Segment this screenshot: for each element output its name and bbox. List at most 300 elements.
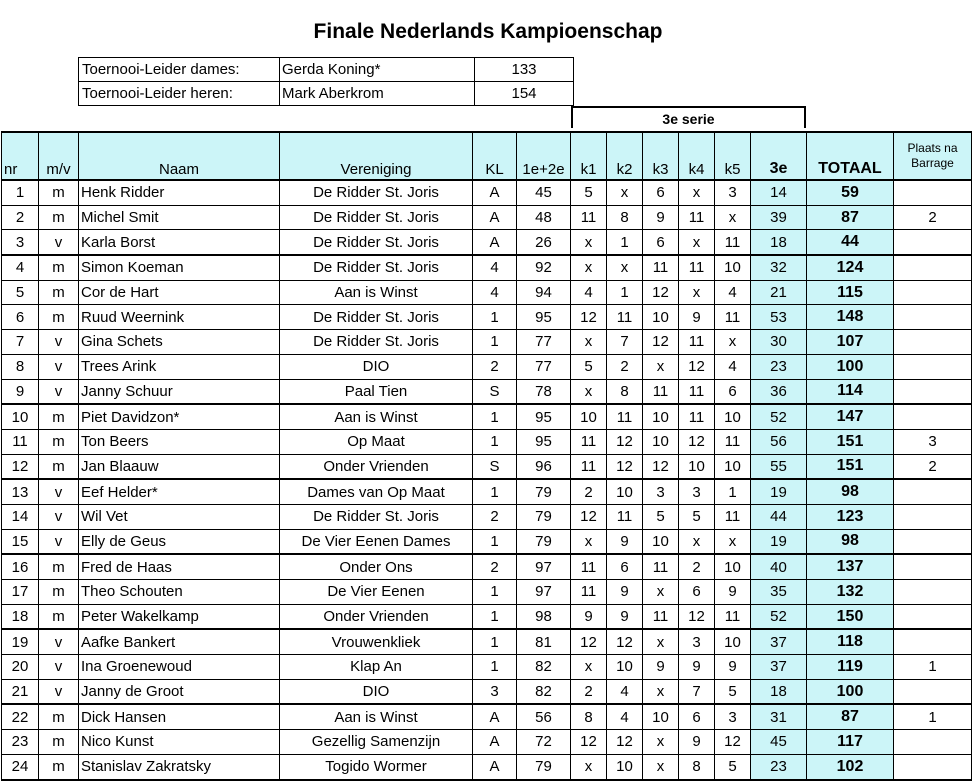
cell-totaal: 100 [807, 679, 894, 704]
cell-naam: Wil Vet [79, 504, 280, 529]
cell-k2: x [607, 180, 643, 205]
cell-kl: A [473, 205, 517, 230]
cell-3e: 53 [751, 305, 807, 330]
cell-k2: 6 [607, 554, 643, 579]
cell-k1: 11 [571, 554, 607, 579]
cell-1e2e: 79 [517, 479, 571, 504]
cell-naam: Aafke Bankert [79, 629, 280, 654]
cell-k5: 10 [715, 554, 751, 579]
cell-k1: 4 [571, 280, 607, 305]
table-row [2, 504, 972, 529]
cell-naam: Theo Schouten [79, 580, 280, 605]
cell-barrage [894, 604, 972, 629]
cell-k3: 6 [643, 230, 679, 255]
cell-barrage: 2 [894, 454, 972, 479]
cell-1e2e: 77 [517, 354, 571, 379]
cell-k2: 12 [607, 429, 643, 454]
cell-barrage [894, 479, 972, 504]
cell-nr: 16 [2, 554, 39, 579]
cell-nr: 10 [2, 404, 39, 429]
cell-k4: 12 [679, 354, 715, 379]
cell-vereniging: Togido Wormer [280, 754, 473, 779]
cell-nr: 13 [2, 479, 39, 504]
cell-k4: 6 [679, 580, 715, 605]
cell-totaal: 150 [807, 604, 894, 629]
cell-barrage [894, 379, 972, 404]
cell-kl: 1 [473, 429, 517, 454]
cell-k5: 11 [715, 305, 751, 330]
cell-mv: v [39, 379, 79, 404]
cell-k2: 7 [607, 330, 643, 355]
cell-nr: 21 [2, 679, 39, 704]
cell-totaal: 98 [807, 529, 894, 554]
cell-3e: 52 [751, 604, 807, 629]
cell-k5: 10 [715, 629, 751, 654]
cell-k5: 6 [715, 379, 751, 404]
cell-barrage [894, 305, 972, 330]
cell-3e: 14 [751, 180, 807, 205]
cell-barrage [894, 255, 972, 280]
cell-barrage [894, 529, 972, 554]
cell-kl: 4 [473, 280, 517, 305]
cell-3e: 40 [751, 554, 807, 579]
cell-k1: 11 [571, 429, 607, 454]
cell-1e2e: 79 [517, 754, 571, 779]
cell-1e2e: 92 [517, 255, 571, 280]
cell-k5: 11 [715, 429, 751, 454]
cell-3e: 23 [751, 754, 807, 779]
cell-k1: 11 [571, 580, 607, 605]
cell-nr: 22 [2, 704, 39, 729]
cell-k5: x [715, 529, 751, 554]
table-row [2, 379, 972, 404]
leader-name: Gerda Koning* [280, 58, 475, 82]
col-header-barrage: Plaats na Barrage [894, 132, 972, 180]
table-row [2, 679, 972, 704]
cell-1e2e: 94 [517, 280, 571, 305]
cell-k1: x [571, 255, 607, 280]
cell-1e2e: 77 [517, 330, 571, 355]
cell-barrage [894, 504, 972, 529]
cell-k5: 12 [715, 730, 751, 755]
cell-vereniging: Onder Vrienden [280, 454, 473, 479]
cell-naam: Elly de Geus [79, 529, 280, 554]
leader-label: Toernooi-Leider dames: [79, 58, 280, 82]
cell-naam: Piet Davidzon* [79, 404, 280, 429]
table-row [2, 205, 972, 230]
cell-kl: 1 [473, 404, 517, 429]
cell-totaal: 137 [807, 554, 894, 579]
cell-k2: 10 [607, 479, 643, 504]
cell-mv: m [39, 454, 79, 479]
cell-k1: x [571, 379, 607, 404]
cell-kl: A [473, 704, 517, 729]
cell-k2: 12 [607, 629, 643, 654]
cell-k3: 5 [643, 504, 679, 529]
cell-k1: 5 [571, 180, 607, 205]
cell-k2: 9 [607, 580, 643, 605]
cell-kl: S [473, 379, 517, 404]
cell-vereniging: Paal Tien [280, 379, 473, 404]
cell-1e2e: 78 [517, 379, 571, 404]
cell-k2: 8 [607, 205, 643, 230]
cell-totaal: 107 [807, 330, 894, 355]
cell-k3: x [643, 354, 679, 379]
cell-nr: 8 [2, 354, 39, 379]
cell-barrage [894, 330, 972, 355]
cell-totaal: 115 [807, 280, 894, 305]
cell-k1: 5 [571, 354, 607, 379]
cell-k4: 11 [679, 330, 715, 355]
cell-1e2e: 95 [517, 305, 571, 330]
col-header-k5: k5 [715, 132, 751, 180]
table-row [2, 754, 972, 779]
cell-vereniging: De Ridder St. Joris [280, 205, 473, 230]
cell-kl: 1 [473, 330, 517, 355]
cell-1e2e: 72 [517, 730, 571, 755]
cell-totaal: 102 [807, 754, 894, 779]
cell-k4: 11 [679, 379, 715, 404]
cell-mv: m [39, 704, 79, 729]
cell-k4: 5 [679, 504, 715, 529]
cell-k5: 3 [715, 180, 751, 205]
cell-3e: 18 [751, 230, 807, 255]
cell-naam: Janny de Groot [79, 679, 280, 704]
cell-k4: 11 [679, 255, 715, 280]
cell-nr: 6 [2, 305, 39, 330]
cell-k3: 11 [643, 554, 679, 579]
cell-k3: 6 [643, 180, 679, 205]
cell-1e2e: 81 [517, 629, 571, 654]
cell-k1: x [571, 529, 607, 554]
cell-k2: 10 [607, 754, 643, 779]
cell-mv: v [39, 529, 79, 554]
cell-mv: m [39, 604, 79, 629]
cell-vereniging: Op Maat [280, 429, 473, 454]
cell-k5: 10 [715, 404, 751, 429]
cell-k2: 8 [607, 379, 643, 404]
cell-k1: 11 [571, 205, 607, 230]
cell-k4: 6 [679, 704, 715, 729]
cell-k4: 8 [679, 754, 715, 779]
cell-naam: Nico Kunst [79, 730, 280, 755]
cell-3e: 37 [751, 655, 807, 680]
table-row [2, 604, 972, 629]
cell-nr: 14 [2, 504, 39, 529]
serie-header: 3e serie [571, 106, 806, 128]
cell-k1: 12 [571, 730, 607, 755]
col-header-k3: k3 [643, 132, 679, 180]
col-header-totaal: TOTAAL [807, 132, 894, 180]
cell-totaal: 132 [807, 580, 894, 605]
cell-mv: m [39, 730, 79, 755]
cell-mv: m [39, 180, 79, 205]
cell-naam: Jan Blaauw [79, 454, 280, 479]
cell-k4: 9 [679, 655, 715, 680]
cell-barrage [894, 230, 972, 255]
cell-vereniging: Aan is Winst [280, 704, 473, 729]
cell-mv: m [39, 255, 79, 280]
cell-k3: 10 [643, 429, 679, 454]
cell-naam: Eef Helder* [79, 479, 280, 504]
cell-totaal: 119 [807, 655, 894, 680]
cell-vereniging: Dames van Op Maat [280, 479, 473, 504]
cell-kl: A [473, 730, 517, 755]
cell-k5: x [715, 330, 751, 355]
table-row [2, 429, 972, 454]
cell-naam: Peter Wakelkamp [79, 604, 280, 629]
cell-totaal: 118 [807, 629, 894, 654]
cell-naam: Ina Groenewoud [79, 655, 280, 680]
cell-k4: 10 [679, 454, 715, 479]
cell-totaal: 148 [807, 305, 894, 330]
cell-k1: 12 [571, 305, 607, 330]
tournament-leaders-table [78, 57, 574, 106]
leader-name: Mark Aberkrom [280, 82, 475, 106]
cell-1e2e: 45 [517, 180, 571, 205]
cell-vereniging: Aan is Winst [280, 404, 473, 429]
cell-k4: 11 [679, 404, 715, 429]
cell-k3: 10 [643, 529, 679, 554]
cell-k1: 9 [571, 604, 607, 629]
cell-3e: 55 [751, 454, 807, 479]
cell-naam: Michel Smit [79, 205, 280, 230]
cell-1e2e: 56 [517, 704, 571, 729]
cell-mv: v [39, 629, 79, 654]
cell-k2: 9 [607, 529, 643, 554]
cell-vereniging: De Ridder St. Joris [280, 180, 473, 205]
cell-k5: 5 [715, 754, 751, 779]
cell-k2: 2 [607, 354, 643, 379]
cell-mv: v [39, 504, 79, 529]
cell-barrage [894, 730, 972, 755]
cell-k4: x [679, 230, 715, 255]
cell-nr: 11 [2, 429, 39, 454]
col-header-k2: k2 [607, 132, 643, 180]
cell-naam: Ruud Weernink [79, 305, 280, 330]
cell-k3: 12 [643, 330, 679, 355]
cell-barrage [894, 554, 972, 579]
cell-naam: Karla Borst [79, 230, 280, 255]
cell-k3: 11 [643, 604, 679, 629]
cell-3e: 19 [751, 529, 807, 554]
cell-k3: 10 [643, 305, 679, 330]
cell-kl: 1 [473, 479, 517, 504]
cell-vereniging: Onder Ons [280, 554, 473, 579]
cell-1e2e: 97 [517, 580, 571, 605]
cell-vereniging: Aan is Winst [280, 280, 473, 305]
cell-totaal: 151 [807, 429, 894, 454]
cell-1e2e: 82 [517, 655, 571, 680]
cell-nr: 23 [2, 730, 39, 755]
table-row [2, 255, 972, 280]
leader-label: Toernooi-Leider heren: [79, 82, 280, 106]
cell-k2: 1 [607, 230, 643, 255]
cell-k1: x [571, 330, 607, 355]
cell-1e2e: 96 [517, 454, 571, 479]
cell-k3: 11 [643, 379, 679, 404]
cell-vereniging: Onder Vrienden [280, 604, 473, 629]
cell-k2: 9 [607, 604, 643, 629]
cell-1e2e: 82 [517, 679, 571, 704]
cell-kl: 3 [473, 679, 517, 704]
cell-k1: 8 [571, 704, 607, 729]
table-row [2, 529, 972, 554]
cell-vereniging: DIO [280, 354, 473, 379]
cell-k1: 2 [571, 679, 607, 704]
cell-k2: x [607, 255, 643, 280]
cell-k5: 3 [715, 704, 751, 729]
cell-nr: 1 [2, 180, 39, 205]
cell-k5: 4 [715, 280, 751, 305]
leader-row-dames [79, 58, 574, 82]
cell-vereniging: De Vier Eenen [280, 580, 473, 605]
cell-k3: 12 [643, 454, 679, 479]
cell-k3: 10 [643, 404, 679, 429]
cell-3e: 37 [751, 629, 807, 654]
cell-naam: Simon Koeman [79, 255, 280, 280]
cell-3e: 36 [751, 379, 807, 404]
cell-3e: 45 [751, 730, 807, 755]
cell-mv: v [39, 330, 79, 355]
cell-nr: 19 [2, 629, 39, 654]
cell-totaal: 124 [807, 255, 894, 280]
table-row [2, 404, 972, 429]
cell-kl: A [473, 180, 517, 205]
cell-k1: 2 [571, 479, 607, 504]
cell-mv: v [39, 679, 79, 704]
cell-kl: 2 [473, 504, 517, 529]
table-row [2, 305, 972, 330]
cell-mv: m [39, 205, 79, 230]
cell-k5: 10 [715, 454, 751, 479]
cell-k4: 12 [679, 429, 715, 454]
table-row [2, 230, 972, 255]
cell-kl: A [473, 754, 517, 779]
cell-mv: v [39, 655, 79, 680]
table-row [2, 554, 972, 579]
cell-k5: 4 [715, 354, 751, 379]
cell-totaal: 87 [807, 704, 894, 729]
cell-kl: 1 [473, 529, 517, 554]
cell-k4: 3 [679, 479, 715, 504]
cell-naam: Fred de Haas [79, 554, 280, 579]
cell-mv: m [39, 554, 79, 579]
cell-naam: Stanislav Zakratsky [79, 754, 280, 779]
cell-nr: 5 [2, 280, 39, 305]
cell-nr: 17 [2, 580, 39, 605]
table-row [2, 629, 972, 654]
cell-kl: 1 [473, 580, 517, 605]
cell-mv: m [39, 754, 79, 779]
cell-k4: 3 [679, 629, 715, 654]
cell-naam: Dick Hansen [79, 704, 280, 729]
cell-1e2e: 79 [517, 504, 571, 529]
cell-1e2e: 97 [517, 554, 571, 579]
cell-k2: 12 [607, 454, 643, 479]
cell-k3: 12 [643, 280, 679, 305]
cell-barrage [894, 629, 972, 654]
cell-k4: 9 [679, 730, 715, 755]
cell-naam: Cor de Hart [79, 280, 280, 305]
cell-k5: 11 [715, 604, 751, 629]
cell-k1: x [571, 754, 607, 779]
cell-3e: 19 [751, 479, 807, 504]
cell-3e: 44 [751, 504, 807, 529]
cell-kl: 2 [473, 554, 517, 579]
cell-3e: 39 [751, 205, 807, 230]
cell-totaal: 87 [807, 205, 894, 230]
cell-k3: x [643, 754, 679, 779]
cell-mv: m [39, 305, 79, 330]
cell-totaal: 114 [807, 379, 894, 404]
cell-k1: 10 [571, 404, 607, 429]
cell-vereniging: De Ridder St. Joris [280, 230, 473, 255]
cell-3e: 31 [751, 704, 807, 729]
col-header-k4: k4 [679, 132, 715, 180]
cell-naam: Janny Schuur [79, 379, 280, 404]
cell-k4: 12 [679, 604, 715, 629]
results-table [1, 131, 972, 781]
cell-3e: 52 [751, 404, 807, 429]
cell-k5: 11 [715, 504, 751, 529]
table-row [2, 354, 972, 379]
cell-k1: 12 [571, 504, 607, 529]
table-row [2, 580, 972, 605]
cell-barrage: 1 [894, 655, 972, 680]
cell-barrage: 3 [894, 429, 972, 454]
col-header-naam: Naam [79, 132, 280, 180]
cell-k4: 9 [679, 305, 715, 330]
page-title: Finale Nederlands Kampioenschap [313, 20, 663, 43]
cell-totaal: 59 [807, 180, 894, 205]
cell-k4: x [679, 180, 715, 205]
cell-k3: 9 [643, 205, 679, 230]
cell-1e2e: 26 [517, 230, 571, 255]
cell-k5: 10 [715, 255, 751, 280]
cell-k3: x [643, 730, 679, 755]
cell-k1: x [571, 230, 607, 255]
cell-3e: 32 [751, 255, 807, 280]
cell-k2: 11 [607, 305, 643, 330]
col-header-vereniging: Vereniging [280, 132, 473, 180]
cell-k2: 1 [607, 280, 643, 305]
cell-3e: 56 [751, 429, 807, 454]
cell-totaal: 98 [807, 479, 894, 504]
cell-totaal: 44 [807, 230, 894, 255]
cell-kl: S [473, 454, 517, 479]
cell-totaal: 117 [807, 730, 894, 755]
cell-vereniging: Klap An [280, 655, 473, 680]
cell-nr: 15 [2, 529, 39, 554]
cell-nr: 2 [2, 205, 39, 230]
cell-totaal: 147 [807, 404, 894, 429]
cell-barrage [894, 180, 972, 205]
cell-vereniging: Gezellig Samenzijn [280, 730, 473, 755]
cell-mv: v [39, 354, 79, 379]
cell-kl: 1 [473, 655, 517, 680]
cell-nr: 7 [2, 330, 39, 355]
cell-nr: 4 [2, 255, 39, 280]
cell-k4: x [679, 280, 715, 305]
cell-vereniging: De Ridder St. Joris [280, 504, 473, 529]
cell-k2: 12 [607, 730, 643, 755]
results-body [2, 180, 972, 780]
cell-1e2e: 79 [517, 529, 571, 554]
cell-k3: x [643, 679, 679, 704]
cell-barrage [894, 280, 972, 305]
cell-totaal: 151 [807, 454, 894, 479]
